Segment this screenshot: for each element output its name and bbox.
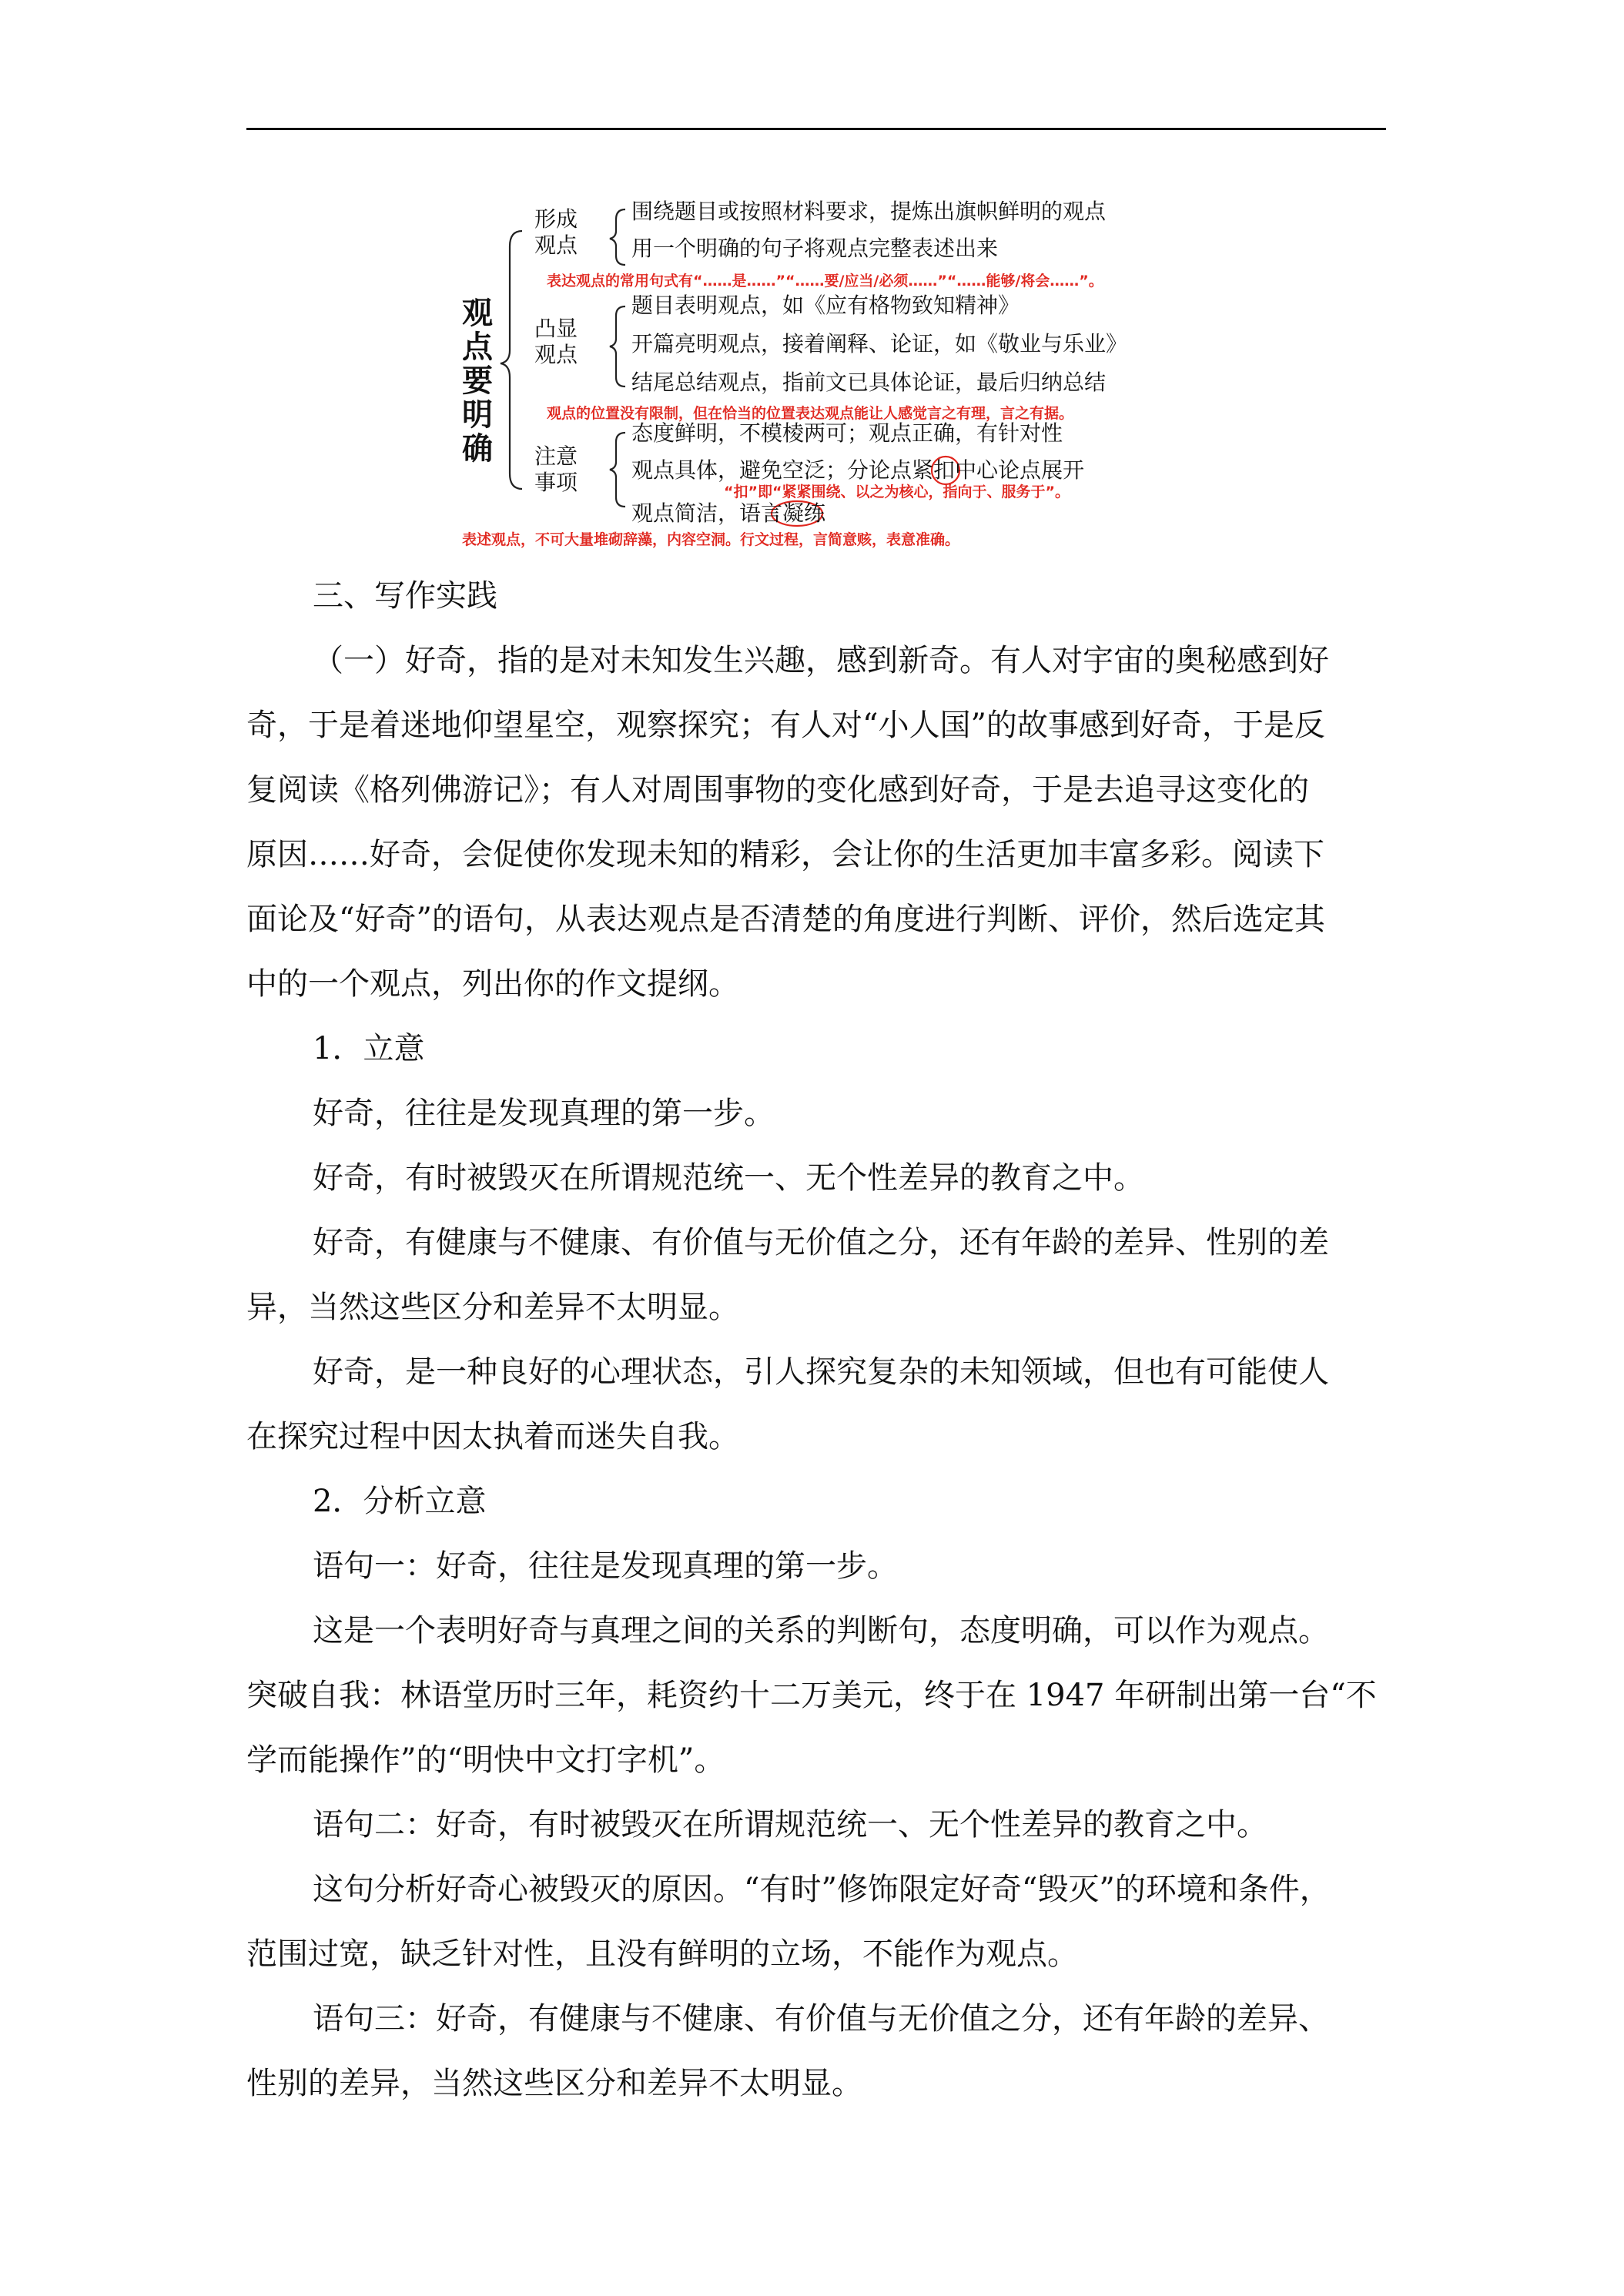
quote-line: 语句一：好奇，往往是发现真理的第一步。 xyxy=(313,1548,898,1584)
branch-1-item-2: 用一个明确的句子将观点完整表述出来 xyxy=(631,236,999,261)
branch-2-item-1: 题目表明观点，如《应有格物致知精神》 xyxy=(631,293,1020,318)
branch-head-2: 凸显观点 xyxy=(534,316,578,367)
mind-map-figure xyxy=(447,185,1201,547)
branch-head-1: 形成观点 xyxy=(534,206,578,258)
paragraph-line: 范围过宽，缺乏针对性，且没有鲜明的立场，不能作为观点。 xyxy=(246,1936,1078,1972)
branch-3-item-2: 观点具体，避免空泛；分论点紧扣中心论点展开 xyxy=(631,457,1085,483)
paragraph-line: 原因……好奇，会促使你发现未知的精彩，会让你的生活更加丰富多彩。阅读下 xyxy=(246,837,1324,872)
subheading: 1．立意 xyxy=(313,1031,425,1066)
header-rule xyxy=(246,128,1386,130)
quote-line: 语句二：好奇，有时被毁灭在所谓规范统一、无个性差异的教育之中。 xyxy=(313,1807,1267,1842)
paragraph-line: 好奇，往往是发现真理的第一步。 xyxy=(313,1096,775,1131)
branch-3-item-1: 态度鲜明，不模棱两可；观点正确，有针对性 xyxy=(631,420,1063,446)
paragraph-line: （一）好奇，指的是对未知发生兴趣，感到新奇。有人对宇宙的奥秘感到好 xyxy=(313,643,1329,678)
branch-3-note: “扣”即“紧紧围绕、以之为核心，指向于、服务于”。 xyxy=(724,484,1070,500)
paragraph-line: 复阅读《格列佛游记》；有人对周围事物的变化感到好奇，于是去追寻这变化的 xyxy=(246,772,1309,808)
subheading: 2．分析立意 xyxy=(313,1484,487,1519)
branch-2-item-2: 开篇亮明观点，接着阐释、论证，如《敬业与乐业》 xyxy=(631,331,1128,356)
paragraph-line: 学而能操作”的“明快中文打字机”。 xyxy=(246,1742,725,1778)
paragraph-line: 在探究过程中因太执着而迷失自我。 xyxy=(246,1419,739,1454)
paragraph-line: 突破自我：林语堂历时三年，耗资约十二万美元，终于在 1947 年研制出第一台“不 xyxy=(246,1678,1377,1713)
branch-1-item-1: 围绕题目或按照材料要求，提炼出旗帜鲜明的观点 xyxy=(631,199,1107,224)
paragraph-line: 异，当然这些区分和差异不太明显。 xyxy=(246,1290,739,1325)
paragraph-line: 这句分析好奇心被毁灭的原因。“有时”修饰限定好奇“毁灭”的环境和条件， xyxy=(313,1872,1331,1907)
root-label: 观点要明确 xyxy=(462,296,493,467)
branch-2-note: 观点的位置没有限制，但在恰当的位置表达观点能让人感觉言之有理，言之有据。 xyxy=(547,405,1074,422)
quote-line: 性别的差异，当然这些区分和差异不太明显。 xyxy=(246,2066,862,2101)
paragraph-line: 中的一个观点，列出你的作文提纲。 xyxy=(246,966,739,1002)
branch-3-note-2: 表述观点，不可大量堆砌辞藻，内容空洞。行文过程，言简意赅，表意准确。 xyxy=(462,531,960,548)
paragraph-line: 好奇，是一种良好的心理状态，引人探究复杂的未知领域，但也有可能使人 xyxy=(313,1354,1329,1390)
branch-2-item-3: 结尾总结观点，指前文已具体论证，最后归纳总结 xyxy=(631,370,1107,395)
branch-1-note: 表达观点的常用句式有“……是……”“……要/应当/必须……”“……能够/将会……”。 xyxy=(547,273,1103,290)
paragraph-line: 奇，于是着迷地仰望星空，观察探究；有人对“小人国”的故事感到好奇，于是反 xyxy=(246,708,1325,743)
paragraph-line: 面论及“好奇”的语句，从表达观点是否清楚的角度进行判断、评价，然后选定其 xyxy=(246,902,1325,937)
paragraph-line: 好奇，有健康与不健康、有价值与无价值之分，还有年龄的差异、性别的差 xyxy=(313,1225,1329,1260)
section-heading: 三、写作实践 xyxy=(313,578,497,614)
branch-3-item-3: 观点简洁，语言凝练 xyxy=(631,500,826,526)
paragraph-line: 这是一个表明好奇与真理之间的关系的判断句，态度明确，可以作为观点。 xyxy=(313,1613,1329,1648)
quote-line: 语句三：好奇，有健康与不健康、有价值与无价值之分，还有年龄的差异、 xyxy=(313,2001,1329,2037)
paragraph-line: 好奇，有时被毁灭在所谓规范统一、无个性差异的教育之中。 xyxy=(313,1160,1144,1196)
branch-head-3: 注意事项 xyxy=(534,443,578,495)
